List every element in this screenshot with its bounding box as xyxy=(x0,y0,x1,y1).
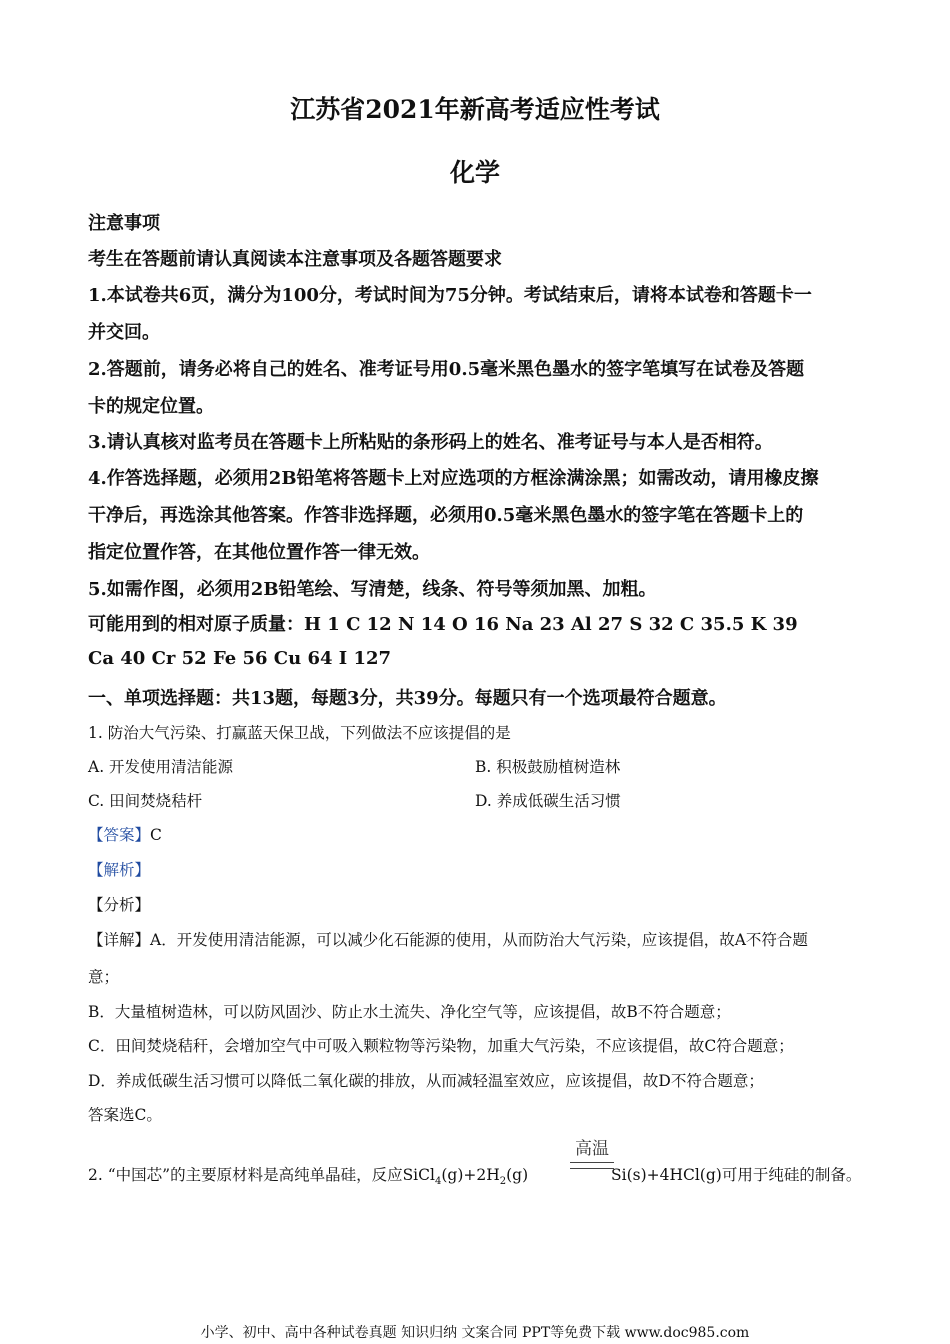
reaction-condition-label: 高温 xyxy=(575,1139,609,1159)
q2-stem-part: 2. “中国芯”的主要原材料是高纯单晶硅，反应SiCl xyxy=(88,1166,435,1184)
detail-line: D．养成低碳生活习惯可以降低二氧化碳的排放，从而减轻温室效应，应该提倡，故D不符合题意； xyxy=(88,1072,764,1090)
subject-title: 化学 xyxy=(449,158,500,187)
detail-line: C．田间焚烧秸秆，会增加空气中可吸入颗粒物等污染物，加重大气污染，不应该提倡，故C符合题意； xyxy=(88,1037,794,1055)
notice-line: 2.答题前，请务必将自己的姓名、准考证号用0.5毫米黑色墨水的签字笔填写在试卷及答题 xyxy=(88,359,805,380)
notice-heading: 注意事项 xyxy=(88,213,160,234)
notice-line: 卡的规定位置。 xyxy=(88,396,214,417)
analysis-tag: 【解析】 xyxy=(88,861,151,879)
option-a: A. 开发使用清洁能源 xyxy=(88,758,234,776)
option-d: D. 养成低碳生活习惯 xyxy=(475,792,621,810)
q2-stem-part: (g) xyxy=(506,1166,529,1184)
notice-line: 1.本试卷共6页，满分为100分，考试时间为75分钟。考试结束后，请将本试卷和答题卡一 xyxy=(88,285,812,306)
notice-line: 4.作答选择题，必须用2B铅笔将答题卡上对应选项的方框涂满涂黑；如需改动，请用橡皮擦 xyxy=(88,468,819,489)
option-c: C. 田间焚烧秸杆 xyxy=(88,792,203,810)
notice-line: 并交回。 xyxy=(88,322,160,343)
question-stem xyxy=(88,1163,528,1187)
detail-line: 答案选C。 xyxy=(88,1106,162,1124)
atomic-masses: 可能用到的相对原子质量：H 1 C 12 N 14 O 16 Na 23 Al 27 S 32 C 35.5 K 39 xyxy=(88,614,798,635)
answer-line xyxy=(88,823,162,845)
notice-intro: 考生在答题前请认真阅读本注意事项及各题答题要求 xyxy=(88,249,502,270)
atomic-masses: Ca 40 Cr 52 Fe 56 Cu 64 I 127 xyxy=(88,648,392,669)
option-b: B. 积极鼓励植树造林 xyxy=(475,758,621,776)
subscript: 2 xyxy=(499,1176,507,1188)
detail-line xyxy=(88,928,808,950)
subscript: 4 xyxy=(434,1176,442,1188)
notice-line: 干净后，再选涂其他答案。作答非选择题，必须用0.5毫米黑色墨水的签字笔在答题卡上的 xyxy=(88,505,804,526)
detail-tag: 【详解】 xyxy=(88,931,151,949)
detail-line: B．大量植树造林，可以防风固沙、防止水土流失、净化空气等，应该提倡，故B不符合题意； xyxy=(88,1003,731,1021)
section-heading: 一、单项选择题：共13题，每题3分，共39分。每题只有一个选项最符合题意。 xyxy=(88,688,727,709)
answer-value: C xyxy=(150,826,162,844)
q2-stem-part: Si(s)+4HCl(g)可用于纯硅的制备。 xyxy=(611,1166,862,1184)
notice-line: 指定位置作答，在其他位置作答一律无效。 xyxy=(88,542,430,563)
equals-sign xyxy=(570,1162,614,1169)
answer-tag: 【答案】 xyxy=(88,826,151,844)
detail-line: 意； xyxy=(88,968,120,986)
page-title: 江苏省2021年新高考适应性考试 xyxy=(290,95,660,124)
reaction-condition xyxy=(570,1134,614,1169)
notice-line: 5.如需作图，必须用2B铅笔绘、写清楚，线条、符号等须加黑、加粗。 xyxy=(88,579,657,600)
detail-text: A．开发使用清洁能源，可以减少化石能源的使用，从而防治大气污染，应该提倡，故A不符合题 xyxy=(150,931,808,949)
page-footer: 小学、初中、高中各种试卷真题 知识归纳 文案合同 PPT等免费下载 www.doc985.com xyxy=(200,1325,750,1341)
q2-stem-part: (g)+2H xyxy=(441,1166,500,1184)
notice-line: 3.请认真核对监考员在答题卡上所粘贴的条形码上的姓名、准考证号与本人是否相符。 xyxy=(88,432,773,453)
fenxi-tag: 【分析】 xyxy=(88,896,151,914)
question-stem: 1. 防治大气污染、打赢蓝天保卫战，下列做法不应该提倡的是 xyxy=(88,724,511,742)
